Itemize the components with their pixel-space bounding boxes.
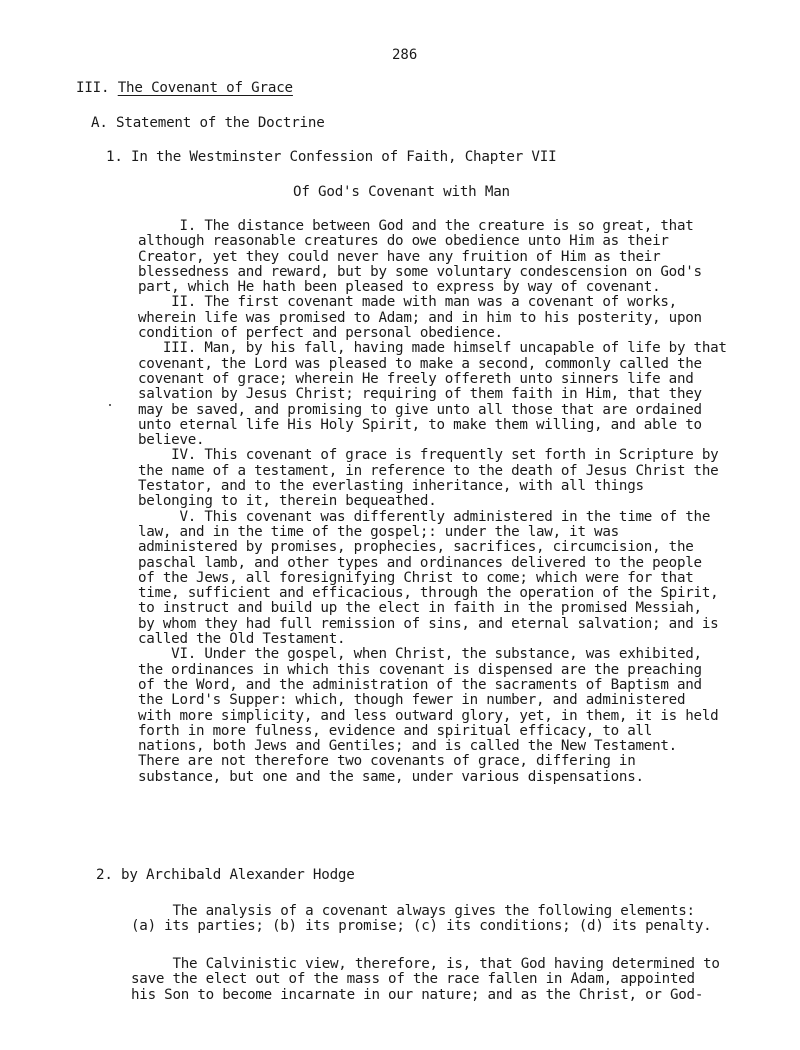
hodge-paragraph-1 bbox=[131, 904, 711, 935]
confession-line: There are not therefore two covenants of grace, differing in bbox=[138, 753, 636, 770]
confession-line: called the Old Testament. bbox=[138, 631, 346, 648]
hodge-para-1-line: The analysis of a covenant always gives the following elements: bbox=[131, 903, 695, 919]
confession-line: believe. bbox=[138, 432, 205, 449]
confession-line: nations, both Jews and Gentiles; and is called the New Testament. bbox=[138, 738, 677, 755]
confession-line: to instruct and build up the elect in faith in the promised Messiah, bbox=[138, 600, 702, 617]
chapter-title: Of God's Covenant with Man bbox=[293, 184, 510, 200]
confession-line: Testator, and to the everlasting inheritance, with all things bbox=[138, 478, 644, 495]
hodge-para-2-line: save the elect out of the mass of the race fallen in Adam, appointed bbox=[131, 971, 695, 988]
confession-line: of the Word, and the administration of the sacraments of Baptism and bbox=[138, 676, 702, 693]
confession-line: condition of perfect and personal obedience. bbox=[138, 325, 503, 342]
confession-line: salvation by Jesus Christ; requiring of them faith in Him, that they bbox=[138, 386, 702, 403]
section-title: The Covenant of Grace bbox=[117, 80, 293, 96]
confession-line: by whom they had full remission of sins, and eternal salvation; and is bbox=[138, 615, 719, 632]
confession-line: may be saved, and promising to give unto all those that are ordained bbox=[138, 401, 702, 418]
confession-line: wherein life was promised to Adam; and in him to his posterity, upon bbox=[138, 309, 702, 326]
item-2-heading: 2. by Archibald Alexander Hodge bbox=[96, 867, 355, 883]
hodge-para-2-line: The Calvinistic view, therefore, is, that God having determined to bbox=[131, 956, 720, 972]
item-1-heading: 1. In the Westminster Confession of Faith, Chapter VII bbox=[106, 149, 557, 165]
confession-line: covenant, the Lord was pleased to make a second, commonly called the bbox=[138, 355, 702, 372]
confession-line: although reasonable creatures do owe obedience unto Him as their bbox=[138, 233, 669, 250]
scan-speck bbox=[109, 404, 111, 406]
confession-line: forth in more fulness, evidence and spiritual efficacy, to all bbox=[138, 722, 653, 739]
section-numeral: III. bbox=[76, 80, 110, 96]
confession-line: the Lord's Supper: which, though fewer in number, and administered bbox=[138, 692, 686, 709]
confession-line: V. This covenant was differently administered in the time of the bbox=[138, 508, 711, 525]
page-number: 286 bbox=[392, 47, 418, 63]
confession-line: administered by promises, prophecies, sacrifices, circumcision, the bbox=[138, 539, 694, 556]
confession-line: substance, but one and the same, under various dispensations. bbox=[138, 768, 644, 785]
confession-line: part, which He hath been pleased to express by way of covenant. bbox=[138, 279, 661, 296]
confession-line: time, sufficient and efficacious, through the operation of the Spirit, bbox=[138, 585, 719, 602]
confession-line: the ordinances in which this covenant is dispensed are the preaching bbox=[138, 661, 702, 678]
confession-line: unto eternal life His Holy Spirit, to make them willing, and able to bbox=[138, 416, 702, 433]
confession-line: IV. This covenant of grace is frequently set forth in Scripture by bbox=[138, 447, 719, 464]
confession-text bbox=[138, 219, 727, 785]
confession-line: I. The distance between God and the creature is so great, that bbox=[138, 218, 694, 234]
hodge-para-1-line: (a) its parties; (b) its promise; (c) its conditions; (d) its penalty. bbox=[131, 918, 712, 935]
confession-line: the name of a testament, in reference to the death of Jesus Christ the bbox=[138, 462, 719, 479]
section-heading bbox=[76, 80, 293, 96]
confession-line: II. The first covenant made with man was a covenant of works, bbox=[138, 294, 677, 311]
subsection-heading: A. Statement of the Doctrine bbox=[91, 115, 325, 131]
confession-line: covenant of grace; wherein He freely offereth unto sinners life and bbox=[138, 370, 694, 387]
hodge-para-2-line: his Son to become incarnate in our nature; and as the Christ, or God- bbox=[131, 986, 704, 1003]
confession-line: of the Jews, all foresignifying Christ to come; which were for that bbox=[138, 569, 694, 586]
confession-line: Creator, yet they could never have any fruition of Him as their bbox=[138, 248, 661, 265]
confession-line: law, and in the time of the gospel;: under the law, it was bbox=[138, 523, 619, 540]
confession-line: with more simplicity, and less outward glory, yet, in them, it is held bbox=[138, 707, 719, 724]
confession-line: paschal lamb, and other types and ordinances delivered to the people bbox=[138, 554, 702, 571]
hodge-paragraph-2 bbox=[131, 957, 720, 1003]
confession-line: blessedness and reward, but by some voluntary condescension on God's bbox=[138, 263, 702, 280]
confession-line: III. Man, by his fall, having made himself uncapable of life by that bbox=[138, 340, 727, 357]
confession-line: VI. Under the gospel, when Christ, the substance, was exhibited, bbox=[138, 646, 702, 663]
confession-line: belonging to it, therein bequeathed. bbox=[138, 493, 437, 510]
